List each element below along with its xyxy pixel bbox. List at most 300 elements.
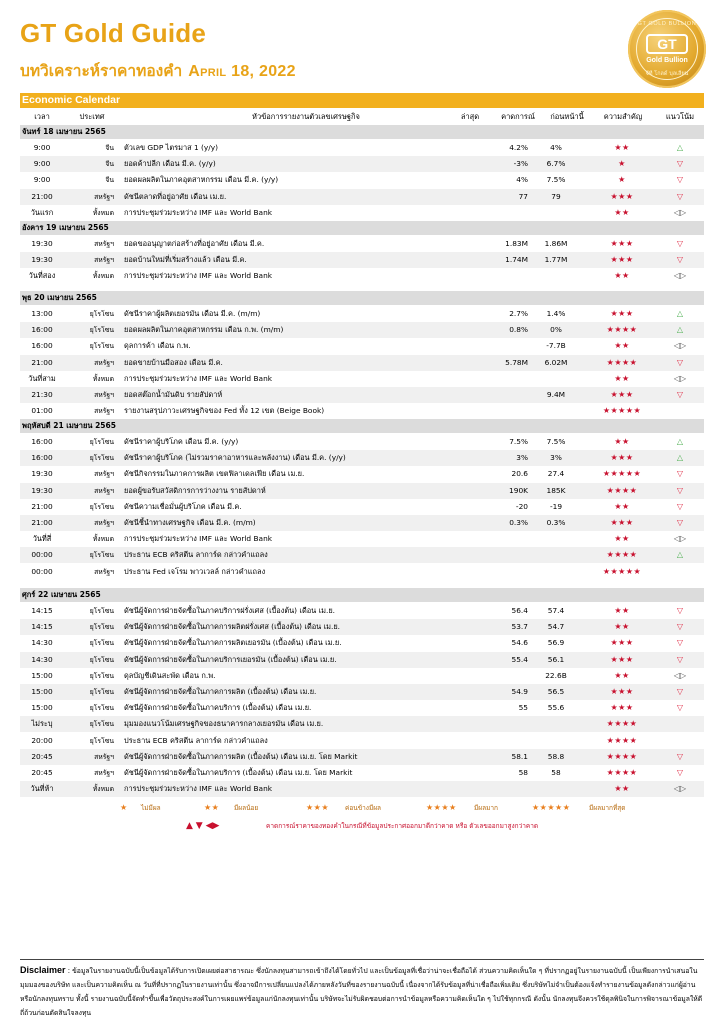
event-time: 16:00 (31, 453, 53, 463)
event-country: ยุโรโซน (89, 551, 114, 560)
event-title: การประชุมร่วมระหว่าง IMF และ World Bank (124, 784, 273, 794)
event-country: ทั้งหมด (92, 535, 114, 544)
event-country: ยุโรโซน (89, 688, 114, 696)
event-previous: 58.8 (547, 751, 565, 761)
calendar-row (20, 619, 704, 635)
event-forecast: -20 (515, 501, 528, 511)
calendar-row (20, 172, 704, 188)
calendar-row (20, 749, 704, 765)
event-trend-icon: ◁▷ (673, 534, 687, 544)
calendar-row (20, 371, 704, 387)
event-time: 20:00 (31, 735, 53, 745)
event-time: 21:00 (31, 501, 53, 511)
col-importance: ความสำคัญ (603, 112, 643, 121)
event-time: ไม่ระบุ (31, 719, 53, 729)
event-time: 00:00 (31, 550, 53, 560)
event-title: ยอดขายบ้านมือสอง เดือน มี.ค. (124, 357, 223, 367)
event-time: 20:45 (31, 751, 53, 761)
legend-label-1: ไม่มีผล (141, 804, 161, 812)
event-forecast: 7.5% (509, 437, 528, 446)
event-trend-icon: ▽ (676, 175, 684, 185)
event-trend-icon: ▽ (676, 469, 684, 479)
event-title: ดุลการค้า เดือน ก.พ. (124, 341, 191, 351)
calendar-row (20, 189, 704, 205)
event-time: 21:00 (31, 357, 53, 367)
calendar-row (20, 564, 704, 580)
logo-arc-top: GT GOLD BULLION (637, 21, 697, 27)
event-importance-stars: ★ (618, 175, 626, 185)
event-forecast: 55 (518, 703, 528, 713)
event-previous: 56.5 (547, 687, 565, 696)
event-previous: 7.5% (546, 175, 566, 185)
event-title: รายงานสรุปภาวะเศรษฐกิจของ Fed ทั้ง 12 เขต (Beige Book) (124, 406, 325, 416)
event-previous: 185K (546, 485, 566, 495)
event-title: ตัวเลข GDP ไตรมาส 1 (y/y) (124, 143, 219, 152)
event-title: ยอดขออนุญาตก่อสร้างที่อยู่อาศัย เดือน มี.ค. (124, 239, 265, 248)
event-time: วันที่สอง (28, 271, 56, 281)
event-trend-icon: ◁▷ (673, 341, 687, 351)
event-trend-icon: ▽ (676, 159, 684, 169)
event-country: ยุโรโซน (89, 310, 114, 318)
event-forecast: 53.7 (511, 622, 528, 632)
legend-stars-5: ★★★★★ (532, 803, 571, 812)
event-importance-stars: ★★ (614, 622, 630, 632)
calendar-row (20, 306, 704, 322)
event-title: ยอดผลผลิตในภาคอุตสาหกรรม เดือน ก.พ. (m/m) (124, 325, 284, 335)
event-forecast: 1.83M (505, 239, 528, 248)
event-importance-stars: ★★ (614, 784, 630, 794)
event-time: วันที่สี่ (32, 534, 52, 544)
event-trend-icon: ▽ (676, 622, 684, 632)
page-title: GT Gold Guide (20, 18, 207, 48)
event-country: จีน (105, 144, 114, 152)
event-trend-icon: ◁▷ (673, 373, 687, 383)
event-time: 9:00 (33, 159, 51, 169)
event-trend-icon: ▽ (676, 239, 684, 248)
event-importance-stars: ★★★ (610, 654, 634, 664)
event-title: การประชุมร่วมระหว่าง IMF และ World Bank (124, 534, 273, 544)
event-country: ทั้งหมด (92, 208, 114, 217)
event-country: ยุโรโซน (89, 326, 114, 335)
event-importance-stars: ★★ (614, 606, 630, 615)
calendar-row (20, 355, 704, 371)
event-trend-icon: ▽ (676, 687, 684, 696)
event-country: สหรัฐฯ (94, 769, 114, 777)
event-country: สหรัฐฯ (94, 407, 114, 416)
event-forecast: 2.7% (509, 309, 528, 318)
event-time: 00:00 (31, 566, 53, 576)
calendar-row (20, 140, 704, 156)
event-forecast: 77 (518, 191, 528, 201)
col-time: เวลา (34, 112, 50, 121)
event-country: สหรัฐฯ (94, 752, 114, 761)
event-trend-icon: △ (676, 325, 684, 335)
event-previous: 0.3% (546, 518, 566, 527)
col-previous: ก่อนหน้านี้ (550, 112, 584, 121)
event-country: ยุโรโซน (89, 736, 114, 745)
event-country: สหรัฐฯ (94, 486, 114, 495)
calendar-row (20, 156, 704, 172)
event-time: 15:00 (31, 687, 53, 696)
event-trend-icon: ◁▷ (673, 271, 687, 281)
event-country: สหรัฐฯ (94, 256, 114, 265)
event-trend-icon: ▽ (676, 703, 684, 713)
event-previous: 54.7 (547, 622, 565, 632)
event-country: ยุโรโซน (89, 342, 114, 351)
event-country: ยุโรโซน (89, 623, 114, 632)
event-country: จีน (105, 160, 114, 169)
event-title: ดัชนีความเชื่อมั่นผู้บริโภค เดือน มี.ค. (124, 501, 242, 511)
event-previous: 22.6B (545, 670, 567, 680)
event-importance-stars: ★★ (614, 271, 630, 281)
event-country: ยุโรโซน (89, 502, 114, 511)
event-title: การประชุมร่วมระหว่าง IMF และ World Bank (124, 373, 273, 383)
event-forecast: 20.6 (511, 469, 528, 479)
event-title: ดัชนีผู้จัดการฝ่ายจัดซื้อในภาคการผลิต (เบื้องต้น) เดือน เม.ย. โดย Markit (124, 751, 358, 761)
event-importance-stars: ★★★★ (606, 485, 638, 495)
trend-legend (186, 820, 706, 832)
calendar-row (20, 635, 704, 651)
event-time: 21:00 (31, 518, 53, 527)
event-time: วันแรก (30, 207, 54, 217)
calendar-row (20, 765, 704, 781)
event-importance-stars: ★★★ (610, 239, 634, 248)
event-title: ดัชนีผู้จัดการฝ่ายจัดซื้อในภาคการผลิต (เบื้องต้น) เดือน เม.ย. (124, 687, 317, 696)
event-trend-icon: ▽ (676, 606, 684, 615)
event-previous: 7.5% (546, 437, 566, 446)
calendar-row (20, 603, 704, 619)
event-time: 15:00 (31, 703, 53, 713)
calendar-row (20, 515, 704, 531)
event-previous: 27.4 (547, 469, 565, 479)
event-time: 13:00 (31, 309, 53, 318)
event-previous: 3% (550, 453, 562, 463)
calendar-row (20, 483, 704, 499)
event-title: ดัชนีตลาดที่อยู่อาศัย เดือน เม.ย. (124, 191, 227, 201)
event-country: สหรัฐฯ (94, 391, 114, 399)
legend-stars-1: ★ (120, 803, 128, 812)
event-previous: 56.1 (547, 654, 565, 664)
event-importance-stars: ★★★★★ (602, 406, 642, 416)
event-forecast: 4.2% (509, 143, 528, 152)
event-trend-icon: ▽ (676, 357, 684, 367)
event-time: 01:00 (31, 406, 53, 416)
event-time: 16:00 (31, 437, 53, 446)
event-forecast: 58.1 (511, 751, 528, 761)
event-time: 9:00 (33, 143, 51, 152)
event-importance-stars: ★★ (614, 207, 630, 217)
event-forecast: 0.3% (509, 518, 528, 527)
col-actual: ล่าสุด (460, 112, 480, 121)
event-title: ยอดสต๊อกน้ำมันดิบ รายสัปดาห์ (124, 390, 223, 399)
disclaimer-label: Disclaimer (20, 965, 66, 975)
event-title: ดัชนีผู้จัดการฝ่ายจัดซื้อในภาคการผลิตเยอรมัน (เบื้องต้น) เดือน เม.ย. (124, 638, 342, 648)
event-importance-stars: ★★ (614, 534, 630, 544)
calendar-row (20, 434, 704, 450)
day-header: ศุกร์ 22 เมษายน 2565 (20, 588, 704, 602)
event-previous: 1.86M (544, 239, 568, 248)
legend-label-5: มีผลมากที่สุด (589, 804, 626, 812)
event-importance-stars: ★★★★ (606, 357, 638, 367)
economic-calendar-title: Economic Calendar (20, 93, 704, 108)
event-trend-icon: △ (676, 550, 684, 560)
event-importance-stars: ★★★ (610, 255, 634, 265)
event-forecast: 55.4 (511, 654, 528, 664)
calendar-row (20, 322, 704, 338)
event-previous: 9.4M (546, 390, 566, 399)
legend-label-3: ค่อนข้างมีผล (345, 804, 382, 812)
event-importance-stars: ★★★ (610, 453, 634, 463)
disclaimer-text: : ข้อมูลในรายงานฉบับนี้เป็นข้อมูลได้รับการเปิดเผยต่อสาธารณะ ซึ่งนักลงทุนสามารถเข้าถึงได้โดยทั่วไป และเป็นข้อมูลที่เชื่อว่าน่าจะเชื่อถือได้ ส่วนความคิดเห็นใด ๆ ที่ปรากฏอยู่ในรายงานฉบับนี้ เป็นเพียงการนำเสนอในมุมมองของบริษัท และเป็นความคิดเห็น ณ วันที่ที่ปรากฏในรายงานเท่านั้น ซึ่งอาจมีการเปลี่ยนแปลงได้ภายหลังวันที่ของรายงานฉบับนี้ เนื่องจากได้รับข้อมูลที่น่าเชื่อถือเพิ่มเติม ซึ่งบริษัทไม่จำเป็นต้องแจ้งทำรายงานข้อมูลดังกล่าวแก่ผู้อ่านหรือนักลงทุนทราบ ทั้งนี้ รายงานฉบับนี้จัดทำขึ้นเพื่อวัตถุประสงค์ในการเผยแพร่ข้อมูลแก่นักลงทุนเท่านั้น บริษัทจะไม่รับผิดชอบต่อการนำข้อมูลหรือความคิดเห็นใด ๆ ไปใช้ทุกกรณี ดังนั้น นักลงทุนจึงควรใช้ดุลพินิจในการพิจารณาข้อมูลให้ดีถี่ถ้วนก่อนตัดสินใจลงทุน (20, 967, 703, 1017)
event-country: ยุโรโซน (89, 720, 114, 729)
trend-arrows: ▲ ▼ ◀▶ (186, 821, 220, 831)
event-title: ยอดผลผลิตในภาคอุตสาหกรรม เดือน มี.ค. (y/y) (124, 175, 279, 185)
day-header: พฤหัสบดี 21 เมษายน 2565 (20, 419, 704, 433)
event-importance-stars: ★ (618, 159, 626, 169)
legend-label-4: มีผลมาก (474, 804, 498, 812)
event-country: ทั้งหมด (92, 374, 114, 383)
column-headers (20, 109, 704, 124)
event-country: ยุโรโซน (89, 655, 114, 664)
legend-stars-2: ★★ (204, 803, 220, 812)
event-trend-icon: ▽ (676, 255, 684, 265)
event-importance-stars: ★★★★ (606, 550, 638, 560)
event-forecast: 54.6 (511, 638, 528, 648)
event-time: 9:00 (33, 175, 51, 185)
legend-stars-4: ★★★★ (426, 803, 457, 812)
event-country: ยุโรโซน (89, 671, 114, 680)
event-previous: 55.6 (547, 703, 565, 713)
event-time: 14:15 (31, 606, 53, 615)
event-forecast: 58 (518, 768, 528, 777)
event-title: ประธาน Fed เจโรม พาวเวลล์ กล่าวคำแถลง (124, 566, 266, 576)
event-trend-icon: ▽ (676, 751, 684, 761)
event-title: มุมมองแนวโน้มเศรษฐกิจของธนาคารกลางเยอรมัน เดือน เม.ย. (124, 719, 324, 729)
event-forecast: 56.4 (511, 606, 528, 615)
event-forecast: -3% (513, 159, 528, 169)
calendar-row (20, 652, 704, 668)
event-importance-stars: ★★ (614, 670, 630, 680)
event-country: ยุโรโซน (89, 639, 114, 648)
event-title: ดัชนีราคาผู้บริโภค (ไม่รวมราคาอาหารและพลังงาน) เดือน มี.ค. (y/y) (124, 453, 346, 463)
calendar-row (20, 781, 704, 797)
event-trend-icon: ▽ (676, 485, 684, 495)
calendar-row (20, 668, 704, 684)
event-title: ดัชนีผู้จัดการฝ่ายจัดซื้อในภาคการผลิตฝรั่งเศส (เบื้องต้น) เดือน เม.ย. (124, 622, 341, 632)
legend-label-2: มีผลน้อย (234, 804, 259, 812)
calendar-row (20, 338, 704, 354)
logo-arc-bottom: จีที โกลด์ บุลเลียน (645, 71, 689, 77)
calendar-row (20, 236, 704, 252)
col-event: หัวข้อการรายงานตัวเลขเศรษฐกิจ (252, 112, 360, 121)
calendar-row (20, 733, 704, 749)
event-title: ดัชนีผู้จัดการฝ่ายจัดซื้อในภาคบริการ (เบื้องต้น) เดือน เม.ย. โดย Markit (124, 768, 353, 777)
logo-gt-mark: GT (646, 34, 688, 54)
event-time: 19:30 (31, 469, 53, 479)
event-country: สหรัฐฯ (94, 519, 114, 527)
gt-gold-bullion-logo (628, 10, 706, 88)
col-trend: แนวโน้ม (665, 112, 695, 121)
event-title: ยอดผู้ขอรับสวัสดิการการว่างงาน รายสัปดาห์ (124, 485, 266, 495)
event-previous: 58 (551, 768, 561, 777)
event-time: 15:00 (31, 670, 53, 680)
event-forecast: 4% (516, 175, 528, 185)
event-importance-stars: ★★★★★ (602, 566, 642, 576)
event-trend-icon: ▽ (676, 191, 684, 201)
event-importance-stars: ★★ (614, 143, 630, 152)
event-time: 14:15 (31, 622, 53, 632)
event-importance-stars: ★★★★ (606, 735, 638, 745)
event-previous: 79 (551, 191, 561, 201)
event-title: ดัชนีผู้จัดการฝ่ายจัดซื้อในภาคบริการฝรั่งเศส (เบื้องต้น) เดือน เม.ย. (124, 606, 336, 615)
event-previous: -7.7B (546, 341, 566, 351)
event-forecast: 54.9 (511, 687, 528, 696)
event-trend-icon: ◁▷ (673, 784, 687, 794)
event-country: จีน (105, 176, 114, 185)
event-importance-stars: ★★★ (610, 390, 634, 399)
event-importance-stars: ★★ (614, 437, 630, 446)
calendar-row (20, 450, 704, 466)
event-forecast: 3% (516, 453, 528, 463)
event-previous: 0% (550, 325, 562, 335)
event-trend-icon: ▽ (676, 501, 684, 511)
event-title: ประธาน ECB คริสตีน ลาการ์ด กล่าวคำแถลง (124, 550, 268, 560)
event-time: 16:00 (31, 341, 53, 351)
event-previous: -19 (549, 501, 563, 511)
event-importance-stars: ★★★ (610, 309, 634, 318)
event-trend-icon: ◁▷ (673, 670, 687, 680)
calendar-row (20, 403, 704, 419)
event-importance-stars: ★★★ (610, 638, 634, 648)
calendar-row (20, 252, 704, 268)
event-time: วันที่ห้า (30, 784, 54, 794)
event-forecast: 0.8% (509, 325, 528, 335)
event-country: ยุโรโซน (89, 607, 114, 615)
event-forecast: 5.78M (505, 357, 528, 367)
event-country: ยุโรโซน (89, 454, 114, 463)
event-title: ดัชนีผู้จัดการฝ่ายจัดซื้อในภาคบริการเยอรมัน (เบื้องต้น) เดือน เม.ย. (124, 654, 337, 664)
event-previous: 57.4 (547, 606, 565, 615)
event-country: ทั้งหมด (92, 272, 114, 281)
event-time: 19:30 (31, 239, 53, 248)
subtitle-thai: บทวิเคราะห์ราคาทองคำ (20, 62, 183, 80)
event-time: 21:00 (31, 191, 53, 201)
event-trend-icon: ▽ (676, 654, 684, 664)
event-importance-stars: ★★★★ (606, 768, 638, 777)
event-time: 19:30 (31, 485, 53, 495)
event-importance-stars: ★★ (614, 501, 630, 511)
event-country: สหรัฐฯ (94, 358, 114, 367)
event-importance-stars: ★★★★ (606, 751, 638, 761)
trend-legend-text: คาดการณ์ราคาของทองคำในกรณีที่ข้อมูลประกาศออกมาดีกว่าคาด หรือ ตัวเลขออกมาสูงกว่าคาด (266, 822, 539, 830)
calendar-row (20, 716, 704, 732)
calendar-row (20, 684, 704, 700)
event-country: สหรัฐฯ (94, 567, 114, 576)
event-previous: 4% (550, 143, 562, 152)
event-importance-stars: ★★★ (610, 518, 634, 527)
event-title: ยอดบ้านใหม่ที่เริ่มสร้างแล้ว เดือน มี.ค. (124, 255, 247, 265)
calendar-row (20, 466, 704, 482)
event-title: ดัชนีชี้นำทางเศรษฐกิจ เดือน มี.ค. (m/m) (124, 518, 256, 527)
disclaimer-divider (20, 959, 704, 960)
event-time: 21:30 (31, 390, 53, 399)
disclaimer (20, 963, 706, 1020)
event-forecast: 190K (509, 485, 528, 495)
event-country: ยุโรโซน (89, 438, 114, 446)
event-time: 14:30 (31, 654, 53, 664)
event-title: ดัชนีผู้จัดการฝ่ายจัดซื้อในภาคบริการ (เบื้องต้น) เดือน เม.ย. (124, 703, 312, 713)
logo-gold-bullion: Gold Bullion (646, 57, 688, 64)
event-importance-stars: ★★★ (610, 191, 634, 201)
event-trend-icon: ▽ (676, 768, 684, 777)
event-trend-icon: △ (676, 143, 684, 152)
col-country: ประเทศ (79, 112, 105, 121)
calendar-row (20, 700, 704, 716)
event-importance-stars: ★★ (614, 341, 630, 351)
event-trend-icon: △ (676, 453, 684, 463)
event-forecast: 1.74M (505, 255, 528, 265)
event-importance-stars: ★★★ (610, 703, 634, 713)
calendar-row (20, 531, 704, 547)
event-country: ยุโรโซน (89, 704, 114, 713)
event-trend-icon: △ (676, 437, 684, 446)
event-trend-icon: ▽ (676, 638, 684, 648)
event-previous: 1.77M (544, 255, 568, 265)
event-previous: 6.02M (544, 357, 568, 367)
event-time: วันที่สาม (28, 373, 56, 383)
event-trend-icon: ▽ (676, 518, 684, 527)
calendar-row (20, 205, 704, 221)
calendar-row (20, 547, 704, 563)
event-importance-stars: ★★★★★ (602, 469, 642, 479)
event-importance-stars: ★★ (614, 373, 630, 383)
event-previous: 56.9 (547, 638, 565, 648)
event-importance-stars: ★★★★ (606, 325, 638, 335)
day-header: จันทร์ 18 เมษายน 2565 (20, 125, 704, 139)
event-importance-stars: ★★★★ (606, 719, 638, 729)
legend-stars-3: ★★★ (306, 803, 330, 812)
event-title: ประธาน ECB คริสตีน ลาการ์ด กล่าวคำแถลง (124, 735, 268, 745)
event-time: 14:30 (31, 638, 53, 648)
event-importance-stars: ★★★ (610, 687, 634, 696)
event-country: สหรัฐฯ (94, 470, 114, 479)
event-title: ดุลบัญชีเดินสะพัด เดือน ก.พ. (124, 670, 216, 680)
event-time: 19:30 (31, 255, 53, 265)
event-trend-icon: △ (676, 309, 684, 318)
importance-legend (120, 802, 680, 814)
calendar-row (20, 387, 704, 403)
event-country: สหรัฐฯ (94, 192, 114, 201)
report-date: April 18, 2022 (188, 63, 296, 80)
event-title: การประชุมร่วมระหว่าง IMF และ World Bank (124, 271, 273, 281)
day-header: อังคาร 19 เมษายน 2565 (20, 221, 704, 235)
event-title: ยอดค้าปลีก เดือน มี.ค. (y/y) (124, 159, 216, 169)
calendar-row (20, 499, 704, 515)
page-subtitle (20, 58, 296, 83)
event-country: ทั้งหมด (92, 785, 114, 794)
event-country: สหรัฐฯ (94, 240, 114, 248)
col-forecast: คาดการณ์ (501, 112, 535, 121)
day-header: พุธ 20 เมษายน 2565 (20, 291, 704, 305)
event-time: 20:45 (31, 768, 53, 777)
event-previous: 6.7% (546, 159, 566, 169)
event-previous: 1.4% (546, 309, 566, 318)
event-title: ดัชนีราคาผู้ผลิตเยอรมัน เดือน มี.ค. (m/m) (124, 309, 261, 318)
event-title: ดัชนีกิจกรรมในภาคการผลิต เขตฟิลาเดลเฟีย เดือน เม.ย. (124, 469, 305, 479)
event-title: ดัชนีราคาผู้บริโภค เดือน มี.ค. (y/y) (124, 437, 239, 446)
event-trend-icon: ▽ (676, 390, 684, 399)
event-trend-icon: ◁▷ (673, 207, 687, 217)
